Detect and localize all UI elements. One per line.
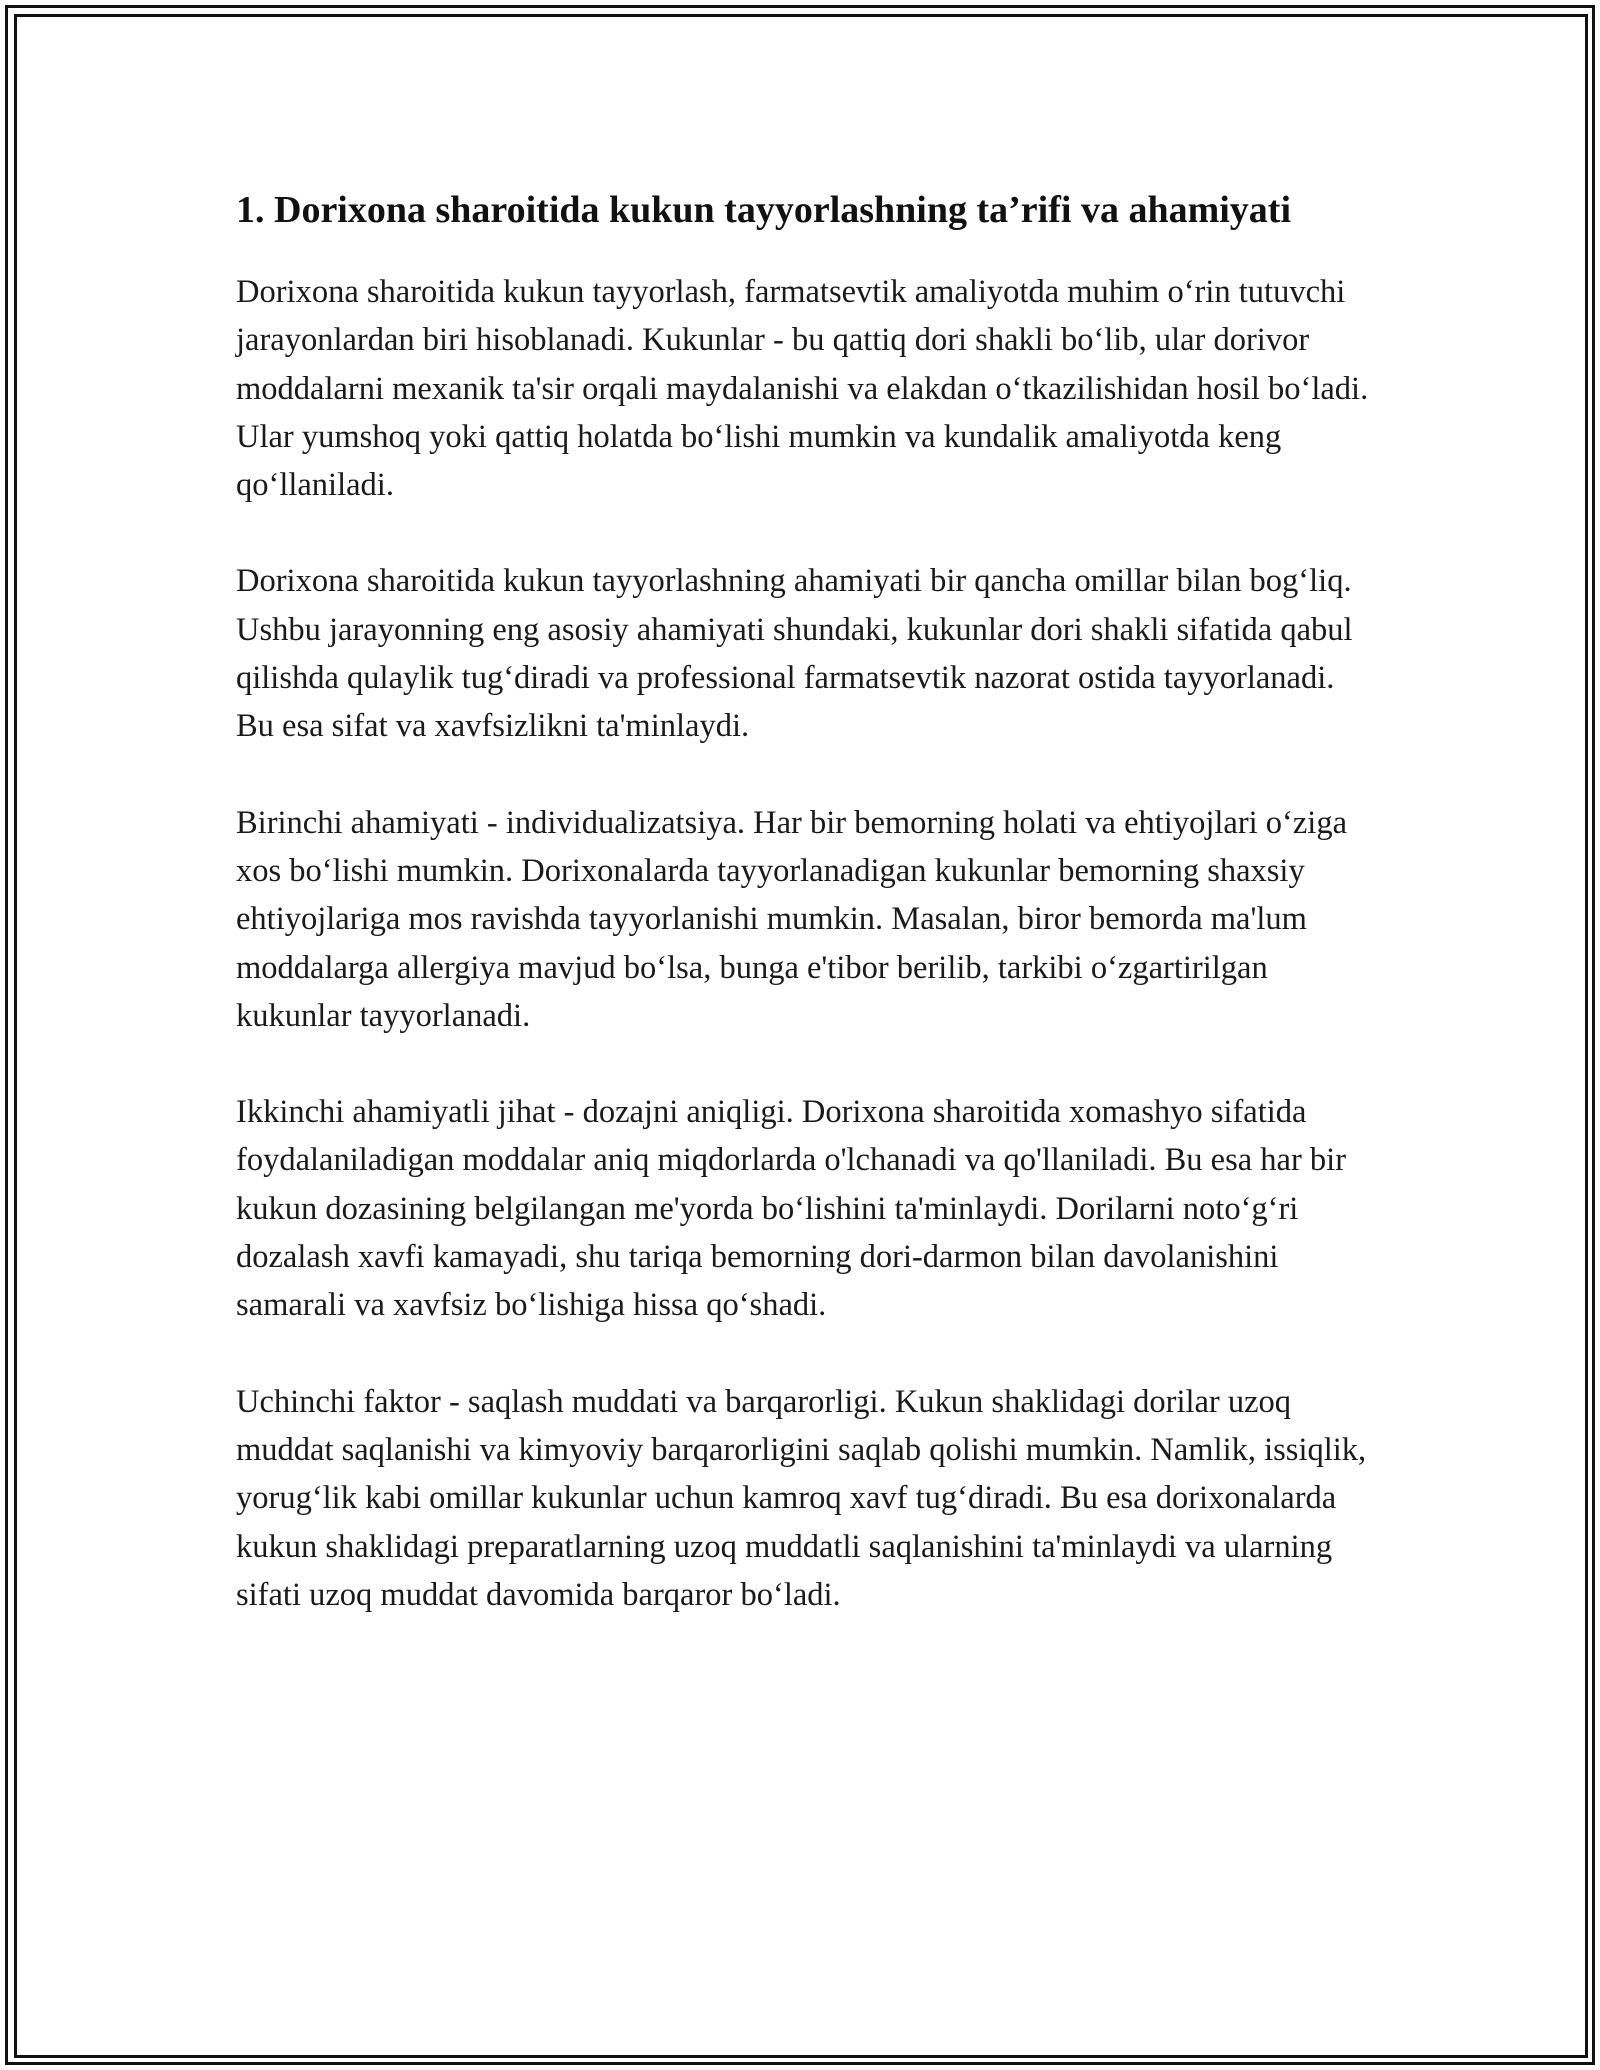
paragraph-importance: Dorixona sharoitida kukun tayyorlashning ahamiyati bir qancha omillar bilan bog‘liq. Ushbu jarayonning eng asosiy ahamiyati shundaki, kukunlar dori shakli sifatida qabul qilishda qulaylik tug‘diradi va professional farmatsevtik nazorat ostida tayyorlanadi. Bu esa sifat va xavfsizlikni ta'minlaydi. (236, 563, 1353, 745)
paragraph-individualization: Birinchi ahamiyati - individualizatsiya. Har bir bemorning holati va ehtiyojlari o‘ziga xos bo‘lishi mumkin. Dorixonalarda tayyorlanadigan kukunlar bemorning shaxsiy ehtiyojlariga mos ravishda tayyorlanishi mumkin. Masalan, biror bemorda ma'lum moddalarga allergiya mavjud bo‘lsa, bunga e'tibor berilib, tarkibi o‘zgartirilgan kukunlar tayyorlanadi. (236, 804, 1347, 1034)
section-heading: 1. Dorixona sharoitida kukun tayyorlashning ta’rifi va ahamiyati (236, 189, 1292, 231)
paragraph-definition: Dorixona sharoitida kukun tayyorlash, farmatsevtik amaliyotda muhim o‘rin tutuvchi jarayonlardan biri hisoblanadi. Kukunlar - bu qattiq dori shakli bo‘lib, ular dorivor moddalarni mexanik ta'sir orqali maydalanishi va elakdan o‘tkazilishidan hosil bo‘ladi. Ular yumshoq yoki qattiq holatda bo‘lishi mumkin va kundalik amaliyotda keng qo‘llaniladi. (236, 274, 1369, 504)
document-body (236, 183, 1376, 1667)
paragraph-storage-stability: Uchinchi faktor - saqlash muddati va barqarorligi. Kukun shaklidagi dorilar uzoq muddat saqlanishi va kimyoviy barqarorligini saqlab qolishi mumkin. Namlik, issiqlik, yorug‘lik kabi omillar kukunlar uchun kamroq xavf tug‘diradi. Bu esa dorixonalarda kukun shaklidagi preparatlarning uzoq muddatli saqlanishini ta'minlaydi va ularning sifati uzoq muddat davomida barqaror bo‘ladi. (236, 1383, 1367, 1613)
paragraph-dosage-accuracy: Ikkinchi ahamiyatli jihat - dozajni aniqligi. Dorixona sharoitida xomashyo sifatida foydalaniladigan moddalar aniq miqdorlarda o'lchanadi va qo'llaniladi. Bu esa har bir kukun dozasining belgilangan me'yorda bo‘lishini ta'minlaydi. Dorilarni noto‘g‘ri dozalash xavfi kamayadi, shu tariqa bemorning dori-darmon bilan davolanishini samarali va xavfsiz bo‘lishiga hissa qo‘shadi. (236, 1094, 1347, 1324)
